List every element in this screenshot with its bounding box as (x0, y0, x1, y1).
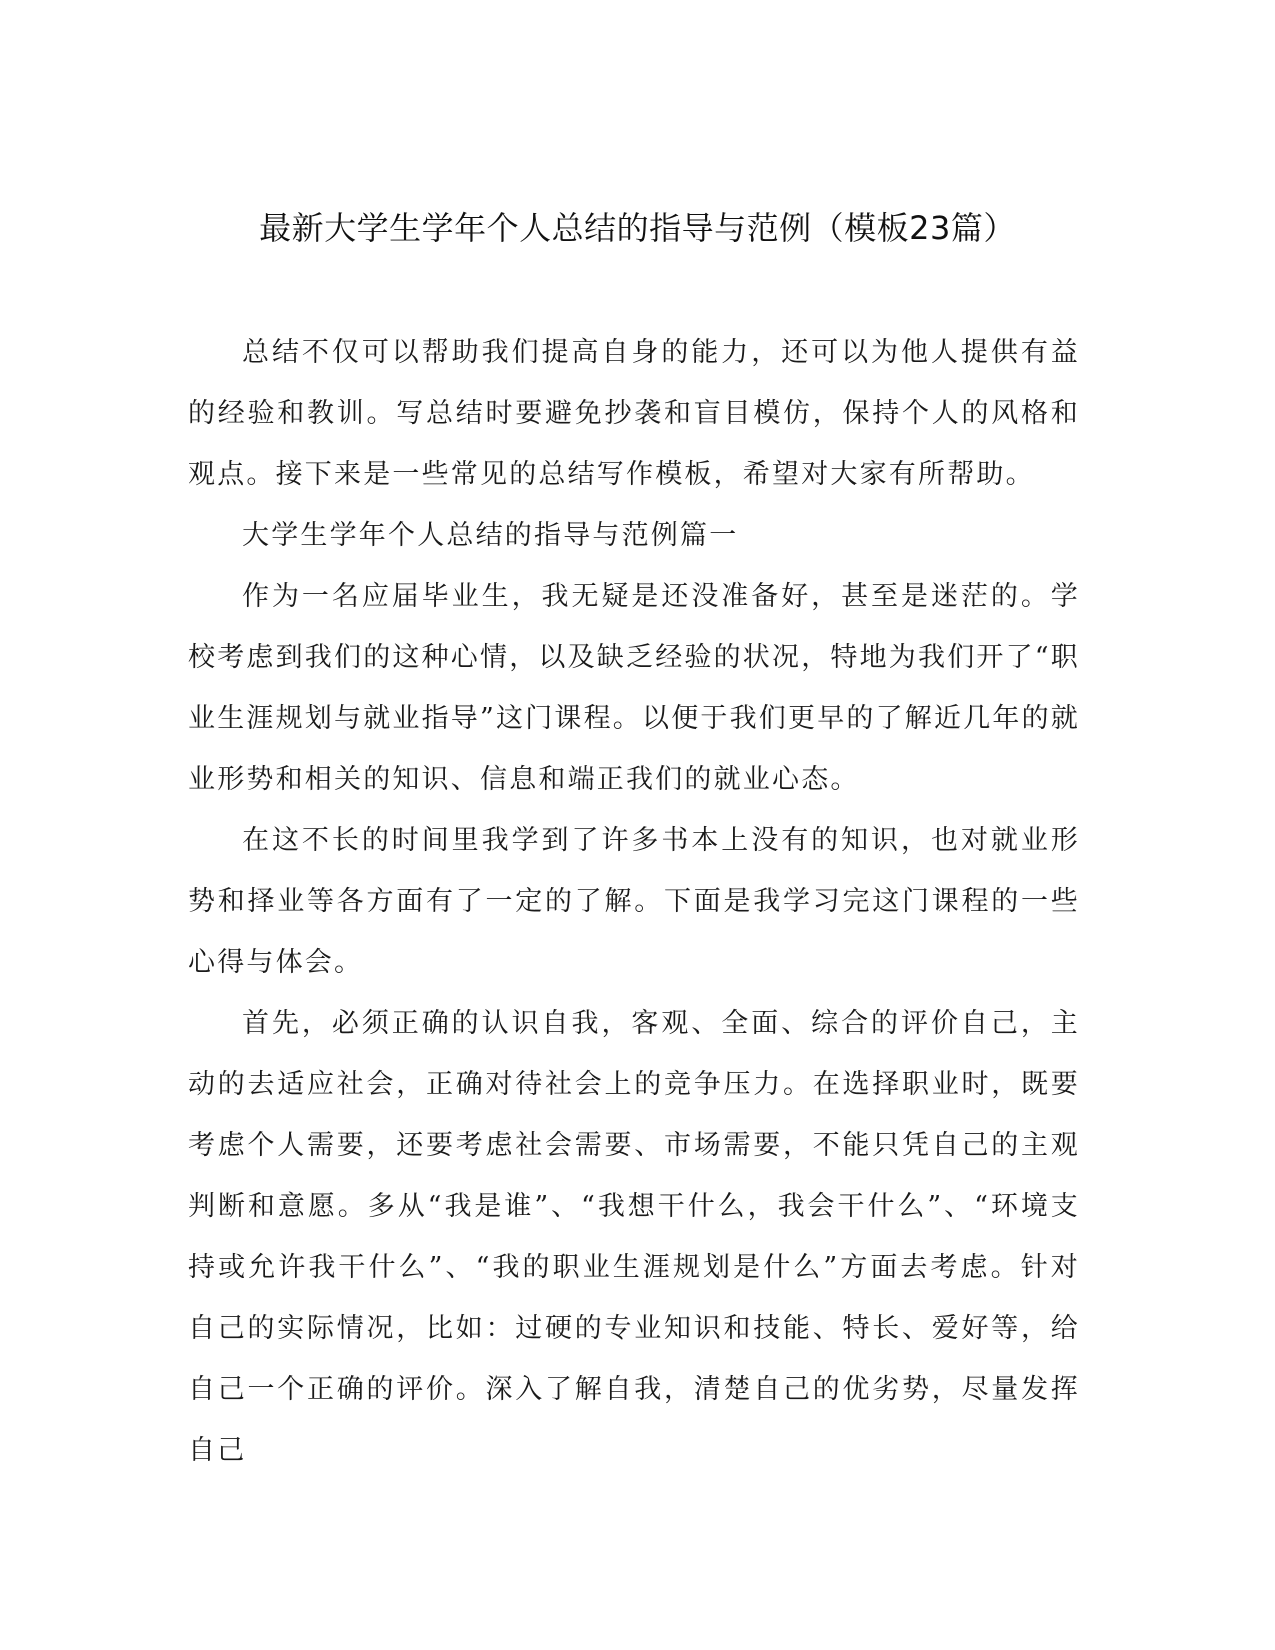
body-paragraph: 首先，必须正确的认识自我，客观、全面、综合的评价自己，主动的去适应社会，正确对待社会上的竞争压力。在选择职业时，既要考虑个人需要，还要考虑社会需要、市场需要，不能只凭自己的主观判断和意愿。多从“我是谁”、“我想干什么，我会干什么”、“环境支持或允许我干什么”、“我的职业生涯规划是什么”方面去考虑。针对自己的实际情况，比如：过硬的专业知识和技能、特长、爱好等，给自己一个正确的评价。深入了解自我，清楚自己的优劣势，尽量发挥自己 (188, 1008, 1080, 1466)
section-heading: 大学生学年个人总结的指导与范例篇一 (242, 520, 739, 551)
document-body (188, 322, 1080, 1481)
body-paragraph: 作为一名应届毕业生，我无疑是还没准备好，甚至是迷茫的。学校考虑到我们的这种心情，以及缺乏经验的状况，特地为我们开了“职业生涯规划与就业指导”这门课程。以便于我们更早的了解近几年的就业形势和相关的知识、信息和端正我们的就业心态。 (188, 581, 1081, 795)
document-title: 最新大学生学年个人总结的指导与范例（模板23篇） (259, 209, 1016, 247)
intro-paragraph: 总结不仅可以帮助我们提高自身的能力，还可以为他人提供有益的经验和教训。写总结时要避免抄袭和盲目模仿，保持个人的风格和观点。接下来是一些常见的总结写作模板，希望对大家有所帮助。 (188, 337, 1080, 490)
body-paragraph: 在这不长的时间里我学到了许多书本上没有的知识，也对就业形势和择业等各方面有了一定的了解。下面是我学习完这门课程的一些心得与体会。 (188, 825, 1080, 978)
